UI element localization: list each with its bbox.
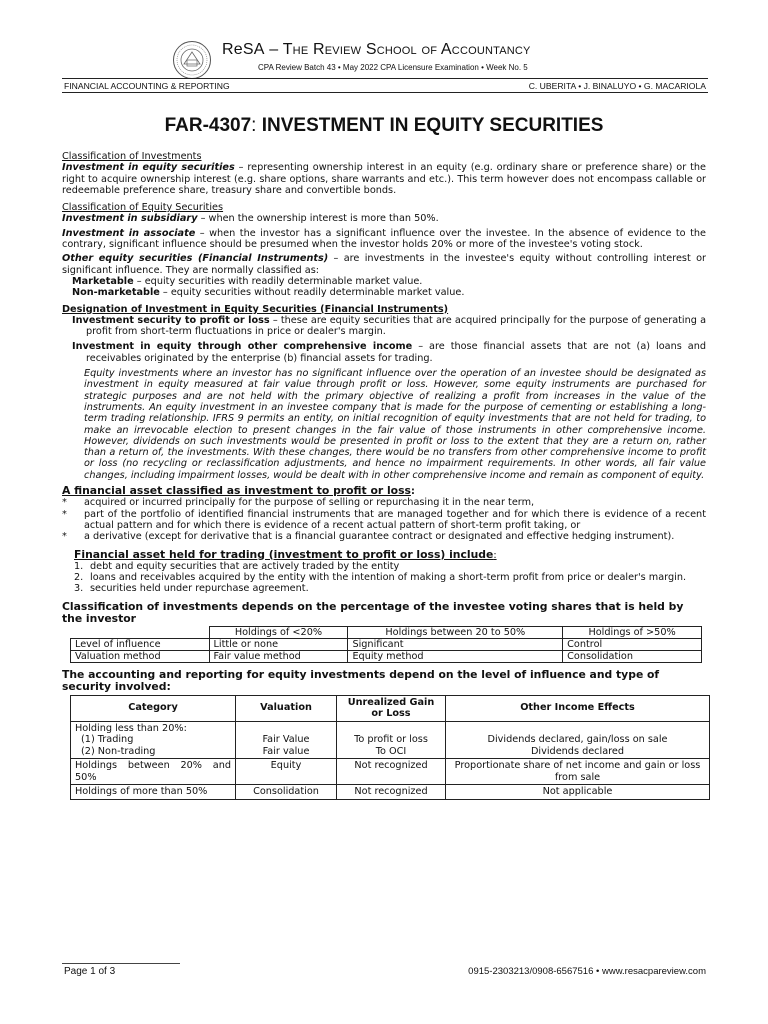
batch-info: CPA Review Batch 43 • May 2022 CPA Licensure Examination • Week No. 5 [258, 63, 528, 72]
table-cell [71, 721, 236, 759]
item-number: 2. [74, 572, 84, 584]
pl-body: – these are equity securities that are acquired principally for the purpose of generating a profit from short-term fluctuations in price or dealer's margin. [86, 314, 707, 338]
bullet-marker: * [62, 508, 67, 520]
table-header-cell: Category [71, 695, 236, 721]
item-number: 3. [74, 583, 84, 595]
item-text: loans and receivables acquired by the entity with the intention of making a short-term profit from price or dealer's margin. [90, 572, 687, 584]
fvpl-colon: : [410, 486, 415, 498]
ifrs9-paragraph: Equity investments where an investor has no significant influence over the operation of an investee should be designated as investment in equity measured at fair value through profit or loss. However, some equity instruments are purchased for strategic purposes and are not held with the primary objective of realizing a profit from increases in the value of the instruments. An equity investment in an investee company that is made for the purpose of cementing or establishing a long-term trading relationship. IFRS 9 permits an entity, on initial recognition of equity investments that are not held for trading, to make an irrevocable election to present changes in the fair value of those instruments in other comprehensive income. However, dividends on such investments would be presented in profit or loss to the extent that they are a return on, rather than a return of, the investments. With these changes, there would be no transfers from other comprehensive income to profit or loss (no recycling or reclassification adjustments, and hence no impairment requirements. In other words, all fair value changes, including impairment losses, would be dealt with in other comprehensive income and remain as component of equity. [84, 368, 706, 481]
table2-heading: The accounting and reporting for equity investments depend on the level of influence and type of security involved: [62, 667, 660, 693]
term-marketable: Marketable [72, 275, 134, 287]
item-number: 1. [74, 560, 84, 572]
title-separator: : [251, 115, 257, 136]
contact-info: 0915-2303213/0908-6567516 • www.resacpareview.com [468, 966, 706, 977]
cell-line: (2) Non-trading [81, 745, 156, 757]
table-header-cell: Holdings between 20 to 50% [348, 626, 563, 638]
table-header-cell: Valuation [236, 695, 337, 721]
bullet-marker: * [62, 531, 67, 543]
table-header-row [71, 695, 710, 721]
cell-line: Fair value [262, 745, 310, 757]
item-text: debt and equity securities that are actively traded by the entity [90, 560, 400, 572]
subsidiary-paragraph [62, 213, 706, 224]
table-cell: Level of influence [71, 638, 210, 650]
table-header-cell: Holdings of >50% [563, 626, 702, 638]
table-row [71, 785, 710, 800]
cell-line: To profit or loss [354, 734, 428, 746]
cell-line: Dividends declared, gain/loss on sale [487, 734, 668, 746]
table-cell: Fair value method [209, 650, 348, 662]
fvpl-bullet-text: acquired or incurred principally for the purpose of selling or repurchasing it in the near term, [84, 497, 535, 509]
fvpl-bullet [62, 509, 706, 532]
other-equity-body: – are investments in the investee's equity without controlling interest or significant influence. They are normally classified as: [62, 253, 706, 276]
fvpl-bullet-text: part of the portfolio of identified financial instruments that are managed together and for which there is evidence of a recent actual pattern and for which there is evidence of a recent actual pattern of short-term profit taking, or [84, 508, 706, 531]
page-number: Page 1 of 3 [64, 966, 116, 977]
associate-body: – when the investor has a significant influence over the investee. In the absence of evidence to the contrary, significant influence should be presumed when the investor holds 20% or more of the investee's voting stock. [62, 227, 707, 251]
cell-line: Holding less than 20%: [75, 722, 187, 734]
hft-item [62, 572, 706, 583]
table-cell: Equity [236, 759, 337, 785]
table-cell: Equity method [348, 650, 563, 662]
fvpl-bullet-text: a derivative (except for derivative that is a financial guarantee contract or designated and effective hedging instrument). [84, 531, 675, 543]
course-code: FAR-4307 [164, 115, 252, 136]
classification-body: – representing ownership interest in an equity (e.g. ordinary share or preference share) or the right to acquire ownership interest (e.g. share options, share warrants and etc.). This term however does not encompass callable or redeemable preference share, treasury share and convertible bonds. [62, 162, 706, 196]
table-cell: Control [563, 638, 702, 650]
table-cell: Holdings between 20% and 50% [71, 759, 236, 785]
term-equity-securities: Investment in equity securities [62, 162, 235, 174]
fvpl-bullet [62, 497, 706, 508]
table1-heading: Classification of investments depends on the percentage of the investee voting shares that is held by the investor [62, 599, 684, 625]
table-cell: Little or none [209, 638, 348, 650]
fvpl-heading: A financial asset classified as investment to profit or loss [62, 484, 411, 498]
item-text: securities held under repurchase agreement. [90, 583, 309, 595]
table-header-cell: Unrealized Gain or Loss [337, 695, 446, 721]
table-header-cell: Other Income Effects [446, 695, 710, 721]
brand-name: ReSA [222, 41, 265, 58]
other-equity-paragraph [62, 253, 706, 276]
hft-heading-line [62, 549, 706, 561]
fvpl-bullet [62, 531, 706, 542]
table-cell: Holdings of more than 50% [71, 785, 236, 800]
table-cell: Proportionate share of net income and gain or loss from sale [446, 759, 710, 785]
table-cell: Not recognized [337, 759, 446, 785]
term-associate: Investment in associate [62, 227, 196, 239]
header-rule-bottom [62, 92, 708, 93]
subject-label: FINANCIAL ACCOUNTING & REPORTING [64, 81, 230, 91]
table-cell: Consolidation [236, 785, 337, 800]
classification-paragraph [62, 162, 706, 196]
bullet-marker: * [62, 497, 67, 509]
hft-colon: : [493, 549, 497, 561]
title-text: INVESTMENT IN EQUITY SECURITIES [256, 115, 604, 136]
term-oci: Investment in equity through other comprehensive income [72, 341, 413, 353]
table-row [71, 650, 702, 662]
cell-line: Fair Value [262, 734, 310, 746]
subsidiary-body: – when the ownership interest is more than 50%. [197, 213, 439, 225]
oci-body: – are those financial assets that are not (a) loans and receivables originated by the enterprise (b) financial assets for trading. [86, 341, 706, 364]
resa-seal-logo [172, 40, 212, 80]
term-profit-or-loss: Investment security to profit or loss [72, 314, 270, 326]
table-cell: Not recognized [337, 785, 446, 800]
hft-heading: Financial asset held for trading (investment to profit or loss) include [74, 547, 494, 561]
marketable-body: – equity securities with readily determinable market value. [133, 275, 423, 287]
hft-item [62, 583, 706, 594]
cell-line: (1) Trading [81, 734, 134, 746]
footer-rule [62, 963, 180, 964]
cell-line: Dividends declared [530, 745, 625, 757]
marketable-line [62, 276, 706, 287]
term-nonmarketable: Non-marketable [72, 287, 160, 299]
nonmarketable-body: – equity securities without readily determinable market value. [159, 287, 465, 299]
influence-table [70, 626, 702, 663]
fvpl-heading-line [62, 485, 706, 497]
classification-heading: Classification of Investments [62, 151, 202, 162]
cell-line: To OCI [375, 745, 407, 757]
accounting-table [70, 695, 710, 800]
table-row [71, 721, 710, 759]
table-cell: Significant [348, 638, 563, 650]
table-cell: Consolidation [563, 650, 702, 662]
authors-label: C. UBERITA • J. BINALUYO • G. MACARIOLA [528, 81, 706, 91]
nonmarketable-line [62, 287, 706, 298]
associate-paragraph [62, 228, 706, 251]
oci-paragraph [62, 341, 706, 364]
table-cell [337, 721, 446, 759]
table-cell [236, 721, 337, 759]
term-subsidiary: Investment in subsidiary [62, 213, 198, 225]
equity-classification-heading: Classification of Equity Securities [62, 202, 224, 214]
term-other-equity: Other equity securities (Financial Instruments) [62, 253, 329, 265]
brand-full-name: – The Review School of Accountancy [264, 41, 531, 58]
table-cell: Not applicable [446, 785, 710, 800]
designation-heading: Designation of Investment in Equity Securities (Financial Instruments) [62, 303, 449, 315]
table-row [71, 638, 702, 650]
hft-item [62, 561, 706, 572]
table-corner-cell [71, 626, 210, 638]
pl-paragraph [62, 315, 706, 338]
school-name [222, 41, 531, 59]
table-header-cell: Holdings of <20% [209, 626, 348, 638]
header-rule-top [62, 78, 708, 79]
page-title [0, 115, 768, 137]
table-header-row [71, 626, 702, 638]
table-cell [446, 721, 710, 759]
document-body [62, 151, 706, 800]
table-row [71, 759, 710, 785]
table-cell: Valuation method [71, 650, 210, 662]
